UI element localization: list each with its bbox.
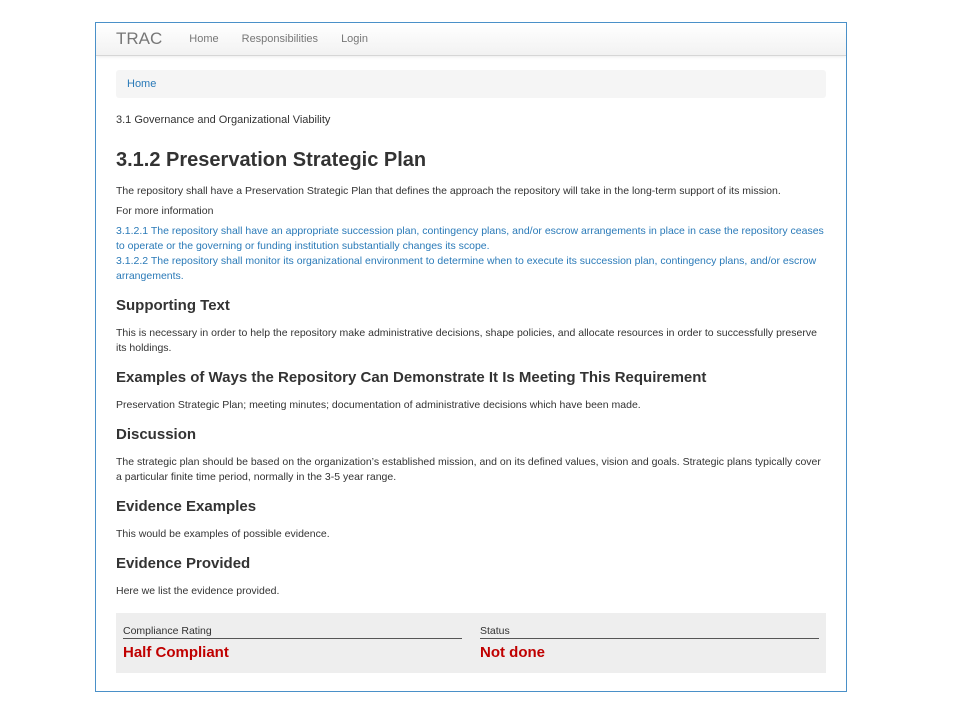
- supporting-text-body: This is necessary in order to help the repository make administrative decisions, shape policies, and allocate resources in order to successfully preserve its holdings.: [116, 327, 817, 354]
- rating-panel: [116, 613, 826, 673]
- nav-responsibilities-link[interactable]: Responsibilities: [241, 33, 319, 45]
- evidence-examples-heading: Evidence Examples: [116, 498, 257, 515]
- breadcrumb-home-link[interactable]: Home: [127, 78, 157, 90]
- compliance-rating-value: Half Compliant: [123, 644, 229, 661]
- supporting-text-heading: Supporting Text: [116, 297, 230, 314]
- status: [480, 625, 819, 661]
- compliance-rating-label: Compliance Rating: [123, 625, 462, 639]
- navbar: [96, 23, 846, 56]
- nav-home-link[interactable]: Home: [189, 33, 219, 45]
- main-content: [96, 70, 846, 673]
- related-links: [116, 224, 826, 284]
- related-link-3-1-2-1[interactable]: 3.1.2.1 The repository shall have an appropriate succession plan, contingency plans, and/or escrow arrangements in place in case the repository ceases to operate or the governing or funding institution substantially changes its scope.: [116, 225, 824, 252]
- related-link-3-1-2-2[interactable]: 3.1.2.2 The repository shall monitor its organizational environment to determine when to execute its succession plan, contingency plans, and/or escrow arrangements.: [116, 255, 817, 282]
- examples-body: Preservation Strategic Plan; meeting minutes; documentation of administrative decisions which have been made.: [116, 399, 641, 411]
- evidence-examples-body: This would be examples of possible evidence.: [116, 528, 330, 540]
- brand-link[interactable]: TRAC: [116, 29, 163, 48]
- compliance-rating: [123, 625, 462, 661]
- discussion-heading: Discussion: [116, 426, 197, 443]
- examples-heading: Examples of Ways the Repository Can Demonstrate It Is Meeting This Requirement: [116, 369, 707, 386]
- intro-text: The repository shall have a Preservation Strategic Plan that defines the approach the repository will take in the long-term support of its mission.: [116, 185, 781, 197]
- status-label: Status: [480, 625, 819, 639]
- evidence-provided-heading: Evidence Provided: [116, 555, 251, 572]
- section-reference: 3.1 Governance and Organizational Viability: [116, 114, 331, 126]
- browser-frame: [95, 22, 847, 692]
- more-info-label: For more information: [116, 205, 214, 217]
- breadcrumb: [116, 70, 826, 98]
- evidence-provided-body: Here we list the evidence provided.: [116, 585, 280, 597]
- nav-login-link[interactable]: Login: [341, 33, 368, 45]
- discussion-body: The strategic plan should be based on the organization’s established mission, and on its defined values, vision and goals. Strategic plans typically cover a particular finite time period, normally in the 3-5 year range.: [116, 456, 821, 483]
- page-title: 3.1.2 Preservation Strategic Plan: [116, 149, 427, 171]
- status-value: Not done: [480, 644, 545, 661]
